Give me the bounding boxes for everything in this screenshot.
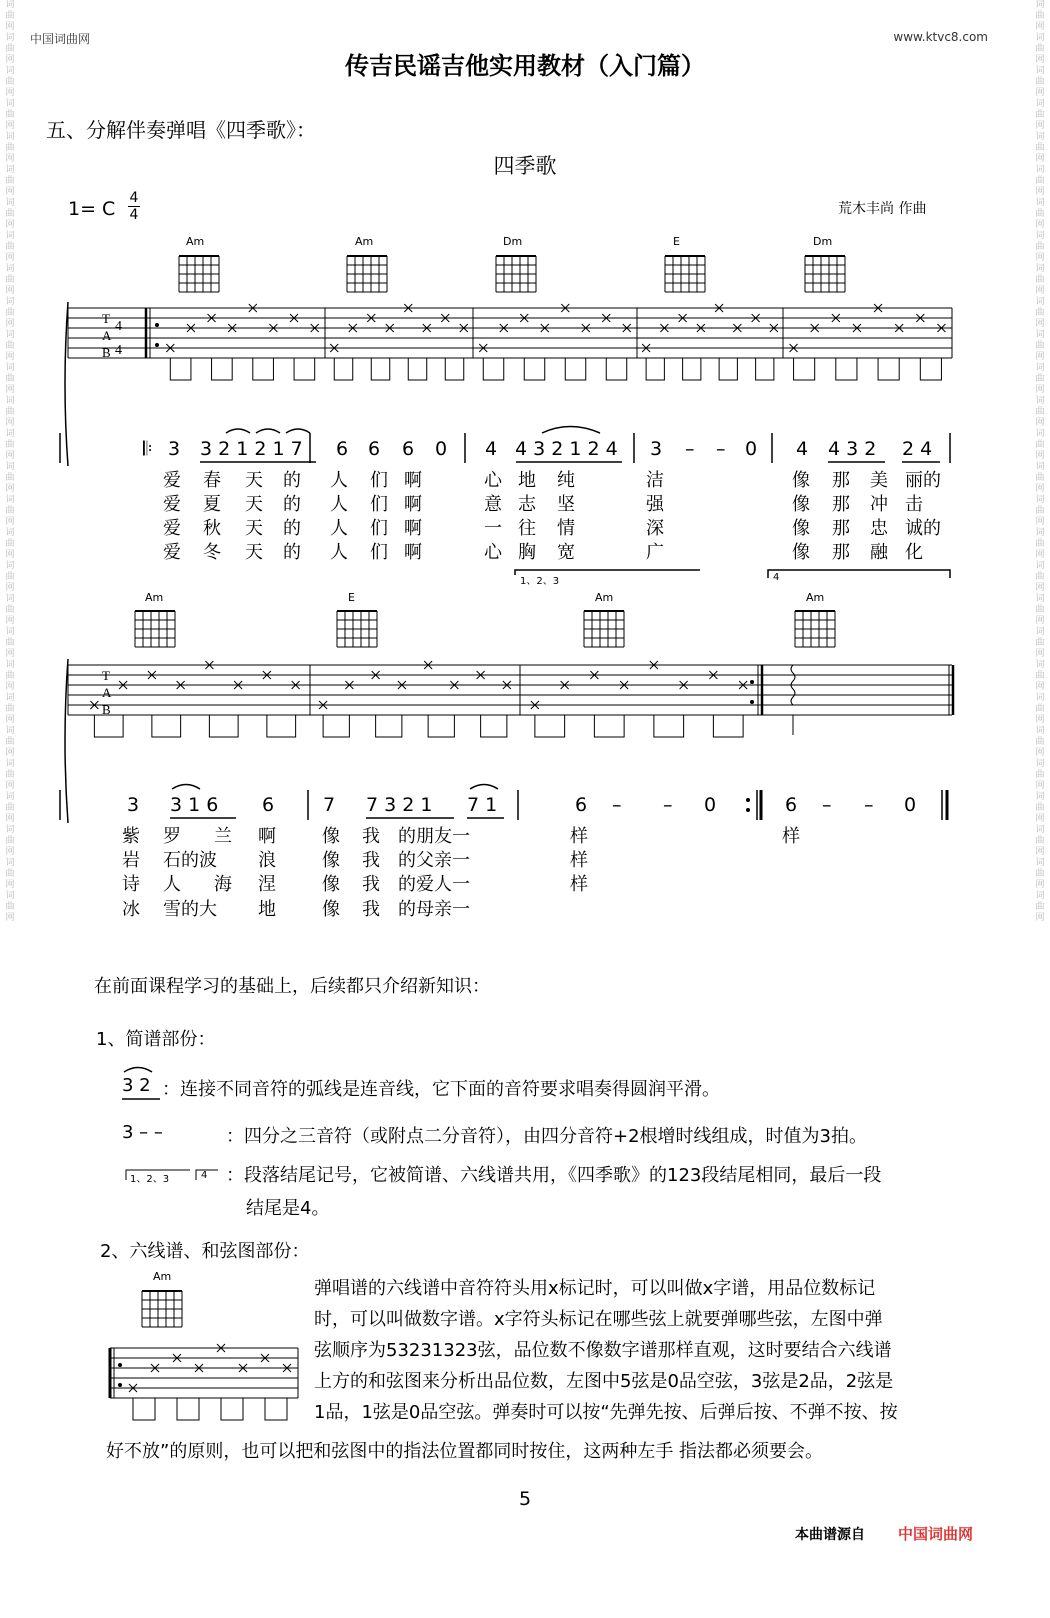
- chord-name: Am: [806, 591, 825, 604]
- book-title: 传吉民谣吉他实用教材（入门篇）: [345, 52, 705, 80]
- lyric-syllable: 坚: [557, 494, 575, 515]
- lyric-syllable: 们: [370, 494, 388, 515]
- lyric-syllable: 紫: [122, 826, 140, 847]
- lyric-syllable: 情: [557, 518, 575, 539]
- lyric-syllable: 爱: [163, 518, 181, 539]
- jianpu-note-group: 7 3 2 1: [366, 794, 433, 816]
- lyric-syllable: 一: [484, 518, 502, 539]
- lyric-syllable: 我: [362, 874, 380, 895]
- lyric-syllable: 们: [370, 542, 388, 563]
- lyric-syllable: 深: [646, 518, 664, 539]
- ending-symbol-4: 4: [201, 1170, 208, 1181]
- jianpu-note: 0: [435, 438, 448, 460]
- jianpu-note-group: 7 1: [467, 794, 498, 816]
- lyric-syllable: 夏: [203, 494, 221, 515]
- dotted-half-explanation: ：四分之三音符（或附点二分音符），由四分音符+2根增时线组成，时值为3拍。: [226, 1126, 867, 1147]
- lyric-syllable: 洁: [646, 470, 664, 491]
- lyric-syllable: 天: [245, 518, 263, 539]
- right-watermark: 词曲网词曲网词曲网词曲网词曲网词曲网词曲网词曲网词曲网词曲网词曲网词曲网词曲网词曲网词曲网词曲网词曲网词曲网词曲网词曲网词曲网词曲网词曲网词曲网词曲网词曲网词曲网词曲网: [1035, 0, 1045, 923]
- jianpu-note: 0: [745, 438, 758, 460]
- slur-symbol: 3 2: [122, 1075, 151, 1096]
- paragraph-last-line: 好不放”的原则，也可以把和弦图中的指法位置都同时按住，这两种左手 指法都必须要会。: [106, 1441, 824, 1462]
- lyric-syllable: 春: [203, 470, 221, 491]
- composer: 荒木丰尚 作曲: [838, 201, 927, 217]
- jianpu-note-group: 2 4: [902, 438, 933, 460]
- heading-jianpu: 1、简谱部份：: [96, 1029, 216, 1050]
- source-label: 本曲谱源自: [795, 1527, 865, 1543]
- song-title: 四季歌: [493, 154, 557, 178]
- lyric-syllable: 爱: [163, 494, 181, 515]
- lyric-syllable: 志: [518, 494, 536, 515]
- jianpu-note: 0: [904, 794, 917, 816]
- jianpu-dash: –: [685, 438, 695, 460]
- chord-name: Am: [595, 591, 614, 604]
- jianpu-note: 3: [168, 438, 181, 460]
- svg-text:B: B: [102, 345, 111, 360]
- jianpu-dash: –: [822, 794, 832, 816]
- jianpu-note-group: 4 3 2 1 2 4: [515, 438, 618, 460]
- ending-explanation-line2: 结尾是4。: [246, 1198, 330, 1219]
- jianpu-note-group: 3 2 1 2 1 7: [200, 438, 303, 460]
- lyric-syllable: 忠: [870, 518, 888, 539]
- jianpu-note-group: 4 3 2: [828, 438, 877, 460]
- ending-symbol-123: 1、2、3: [130, 1174, 170, 1185]
- source-site-link[interactable]: 中国词曲网: [898, 1525, 974, 1543]
- svg-text:T: T: [102, 311, 110, 326]
- jianpu-note: 7: [323, 794, 336, 816]
- lyric-syllable: 像: [792, 542, 810, 563]
- lyric-syllable: 人: [163, 874, 181, 895]
- lyric-syllable: 地: [258, 899, 276, 920]
- lyric-syllable: 样: [782, 826, 800, 847]
- lyric-syllable: 我: [362, 899, 380, 920]
- paragraph-line: 1品，1弦是0品空弦。弹奏时可以按“先弹先按、后弹后按、不弹不按、按: [314, 1402, 898, 1423]
- lyric-syllable: 像: [322, 826, 340, 847]
- svg-text:A: A: [102, 328, 112, 343]
- svg-text:B: B: [102, 702, 111, 717]
- lyric-syllable: 融: [870, 542, 888, 563]
- lyric-syllable: 冲: [870, 494, 888, 515]
- lyric-syllable: 样: [570, 850, 588, 871]
- lyric-syllable: 诗: [122, 874, 140, 895]
- ending-explanation-line1: ：段落结尾记号，它被简谱、六线谱共用，《四季歌》的123段结尾相同，最后一段: [226, 1165, 882, 1186]
- lyric-syllable: 人: [330, 518, 348, 539]
- jianpu-dash: –: [716, 438, 726, 460]
- lyric-syllable: 像: [792, 518, 810, 539]
- lyric-syllable: 的朋友一: [398, 826, 470, 847]
- lyric-syllable: 们: [370, 518, 388, 539]
- lyric-syllable: 像: [792, 494, 810, 515]
- lyric-syllable: 天: [245, 542, 263, 563]
- lyric-syllable: 样: [570, 826, 588, 847]
- lyric-syllable: 地: [518, 470, 536, 491]
- lyric-syllable: 的父亲一: [398, 850, 470, 871]
- slur-explanation: ：连接不同音符的弧线是连音线，它下面的音符要求唱奏得圆润平滑。: [162, 1079, 720, 1100]
- lyric-syllable: 击: [905, 494, 923, 515]
- example-tab-staff: [100, 1338, 310, 1438]
- svg-text:T: T: [102, 668, 110, 683]
- lyric-syllable: 涅: [258, 874, 276, 895]
- lyric-syllable: 的母亲一: [398, 899, 470, 920]
- lyric-syllable: 像: [322, 874, 340, 895]
- chord-name: Am: [145, 591, 164, 604]
- jianpu-note: 6: [402, 438, 415, 460]
- lyric-syllable: 的: [283, 518, 301, 539]
- lyric-syllable: 像: [322, 899, 340, 920]
- paragraph-line: 弦顺序为53231323弦，品位数不像数字谱那样直观，这时要结合六线谱: [314, 1340, 892, 1361]
- lyric-syllable: 啊: [404, 470, 422, 491]
- heading-tab: 2、六线谱、和弦图部份：: [100, 1241, 310, 1262]
- lyric-syllable: 化: [905, 542, 923, 563]
- page-number: 5: [518, 1488, 532, 1510]
- site-url-right: www.ktvc8.com: [893, 30, 988, 44]
- chord-name: E: [348, 591, 355, 604]
- time-signature-bottom: 4: [129, 207, 139, 223]
- jianpu-note: 4: [485, 438, 498, 460]
- ending-bracket-1: 1、2、3: [520, 576, 560, 587]
- example-chord-name: Am: [153, 1270, 172, 1283]
- section-title: 五、分解伴奏弹唱《四季歌》：: [46, 118, 316, 142]
- lyric-syllable: 那: [832, 518, 850, 539]
- jianpu-note-group: 3 1 6: [170, 794, 219, 816]
- lyric-syllable: 丽的: [905, 470, 941, 491]
- lyric-syllable: 啊: [258, 826, 276, 847]
- intro-text: 在前面课程学习的基础上，后续都只介绍新知识：: [94, 976, 490, 997]
- lyric-syllable: 样: [570, 874, 588, 895]
- lyric-syllable: 意: [484, 494, 502, 515]
- lyric-syllable: 天: [245, 494, 263, 515]
- jianpu-note: 3: [127, 794, 140, 816]
- lyric-syllable: 的: [283, 542, 301, 563]
- explanation-paragraph: [314, 1273, 964, 1428]
- lyric-syllable: 雪的大: [163, 899, 217, 920]
- svg-text:A: A: [102, 685, 112, 700]
- chord-name: E: [673, 235, 680, 248]
- lyric-syllable: 的爱人一: [398, 874, 470, 895]
- lyric-syllable: 像: [792, 470, 810, 491]
- jianpu-dash: –: [612, 794, 622, 816]
- lyric-syllable: 美: [870, 470, 888, 491]
- lyric-syllable: 那: [832, 542, 850, 563]
- lyric-syllable: 强: [646, 494, 664, 515]
- left-watermark: 词曲网词曲网词曲网词曲网词曲网词曲网词曲网词曲网词曲网词曲网词曲网词曲网词曲网词曲网词曲网词曲网词曲网词曲网词曲网词曲网词曲网词曲网词曲网词曲网词曲网词曲网词曲网词曲网: [5, 0, 15, 923]
- jianpu-note: 4: [796, 438, 809, 460]
- jianpu-dash: –: [864, 794, 874, 816]
- jianpu-note: 6: [262, 794, 275, 816]
- jianpu-dash: –: [663, 794, 673, 816]
- chord-name: Dm: [813, 235, 833, 248]
- chord-name: Am: [355, 235, 374, 248]
- dotted-half-symbol: 3 – –: [122, 1122, 163, 1143]
- jianpu-note: 6: [336, 438, 349, 460]
- lyric-syllable: 兰: [214, 826, 232, 847]
- lyric-syllable: 冰: [122, 899, 140, 920]
- lyric-syllable: 那: [832, 494, 850, 515]
- lyric-syllable: 人: [330, 494, 348, 515]
- lyric-syllable: 人: [330, 542, 348, 563]
- lyric-syllable: 往: [518, 518, 536, 539]
- chord-name: Dm: [503, 235, 523, 248]
- jianpu-note: 0: [704, 794, 717, 816]
- lyric-syllable: 罗: [163, 826, 181, 847]
- lyric-syllable: 我: [362, 826, 380, 847]
- jianpu-note: 6: [368, 438, 381, 460]
- lyric-syllable: 冬: [203, 542, 221, 563]
- key-signature: 1= C: [68, 198, 116, 220]
- lyric-syllable: 的: [283, 494, 301, 515]
- svg-text:4: 4: [115, 319, 122, 334]
- lyric-syllable: 那: [832, 470, 850, 491]
- lyric-syllable: 广: [646, 542, 664, 563]
- lyric-syllable: 胸: [518, 542, 536, 563]
- lyric-syllable: 纯: [557, 470, 575, 491]
- lyric-syllable: 爱: [163, 542, 181, 563]
- lyric-syllable: 诚的: [905, 518, 941, 539]
- lyric-syllable: 像: [322, 850, 340, 871]
- lyric-syllable: 岩: [122, 850, 140, 871]
- lyric-syllable: 们: [370, 470, 388, 491]
- lyric-syllable: 心: [484, 470, 502, 491]
- lyric-syllable: 秋: [203, 518, 221, 539]
- jianpu-note: 3: [650, 438, 663, 460]
- jianpu-note: 6: [575, 794, 588, 816]
- svg-text:4: 4: [115, 343, 122, 358]
- lyric-syllable: 人: [330, 470, 348, 491]
- lyric-syllable: 石的波: [163, 850, 217, 871]
- lyric-syllable: 爱: [163, 470, 181, 491]
- lyric-syllable: 天: [245, 470, 263, 491]
- lyric-syllable: 的: [283, 470, 301, 491]
- jianpu-note: 6: [785, 794, 798, 816]
- time-signature-top: 4: [129, 190, 139, 206]
- lyric-syllable: 浪: [258, 850, 276, 871]
- paragraph-line: 时，可以叫做数字谱。x字符头标记在哪些弦上就要弹哪些弦，左图中弹: [314, 1309, 883, 1330]
- site-name-left: 中国词曲网: [30, 32, 91, 46]
- paragraph-line: 弹唱谱的六线谱中音符符头用x标记时，可以叫做x字谱，用品位数标记: [314, 1278, 876, 1299]
- lyric-syllable: 我: [362, 850, 380, 871]
- lyric-syllable: 海: [214, 874, 232, 895]
- lyric-syllable: 啊: [404, 542, 422, 563]
- lyric-syllable: 宽: [557, 542, 575, 563]
- paragraph-line: 上方的和弦图来分析出品位数，左图中5弦是0品空弦，3弦是2品，2弦是: [314, 1371, 894, 1392]
- lyric-syllable: 啊: [404, 494, 422, 515]
- lyric-syllable: 心: [484, 542, 502, 563]
- example-chord-diagram: [138, 1287, 186, 1331]
- lyric-syllable: 啊: [404, 518, 422, 539]
- ending-bracket-2: 4: [773, 572, 780, 583]
- chord-name: Am: [186, 235, 205, 248]
